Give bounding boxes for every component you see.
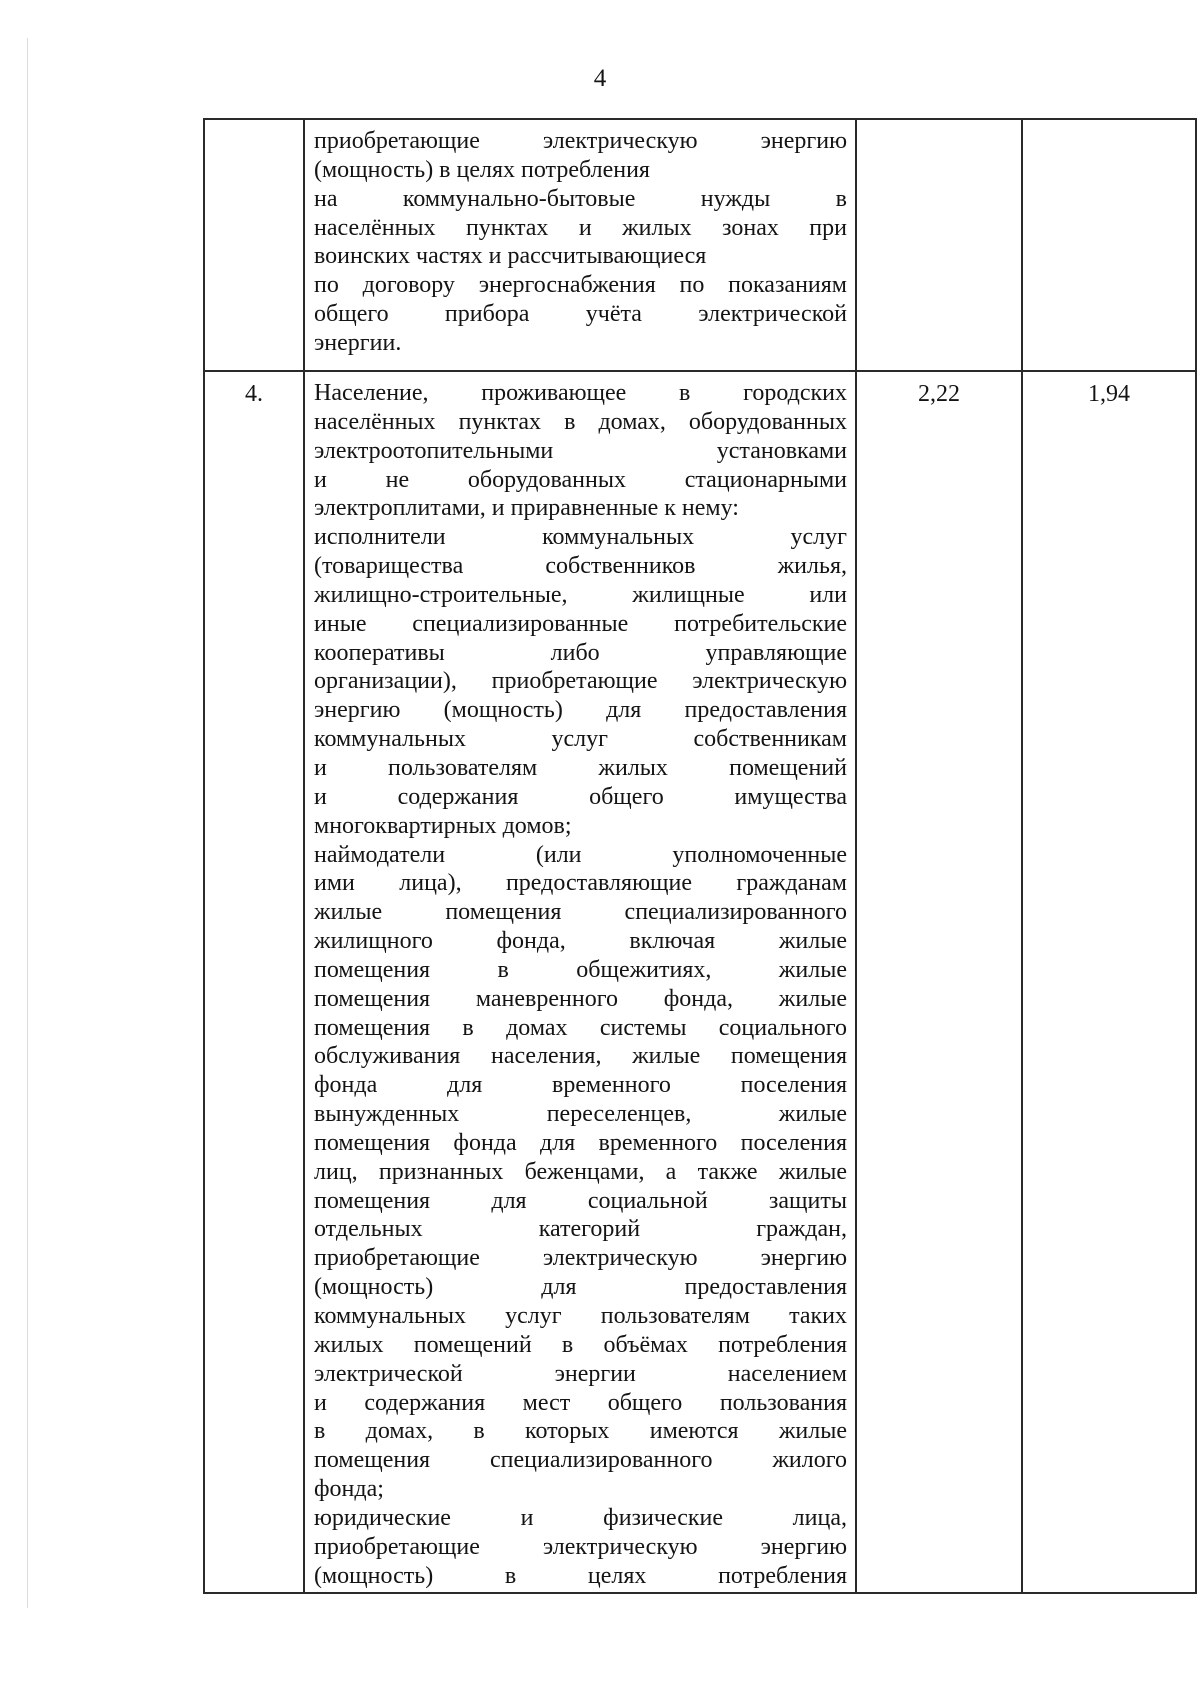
description-line: вынужденных переселенцев, жилые: [314, 1101, 847, 1128]
description-line: энергии.: [314, 329, 402, 356]
description-line: многоквартирных домов;: [314, 812, 572, 839]
row-description-text: [314, 127, 847, 358]
description-line: населённых пунктах в домах, оборудованных: [314, 408, 847, 435]
description-line: Население, проживающее в городских: [314, 380, 847, 406]
description-line: электроплитами, и приравненные к нему:: [314, 495, 739, 522]
tariff-value-1-cell: 2,22: [856, 371, 1022, 1593]
description-line: и пользователям жилых помещений: [314, 754, 847, 781]
description-line: электроотопительными установками: [314, 437, 847, 464]
description-line: фонда;: [314, 1476, 384, 1503]
description-line: воинских частях и рассчитывающиеся: [314, 243, 707, 270]
row-description-cell: [304, 119, 856, 371]
description-line: лиц, признанных беженцами, а также жилые: [314, 1158, 847, 1185]
description-line: обслуживания населения, жилые помещения: [314, 1043, 847, 1070]
description-line: общего прибора учёта электрической: [314, 301, 847, 328]
tariff-value-2-cell: 1,94: [1022, 371, 1196, 1593]
description-line: помещения специализированного жилого: [314, 1447, 847, 1474]
description-line: помещения маневренного фонда, жилые: [314, 985, 847, 1012]
description-line: жилые помещения специализированного: [314, 899, 847, 926]
description-line: коммунальных услуг собственникам: [314, 726, 847, 753]
description-line: жилищного фонда, включая жилые: [314, 928, 847, 955]
table-row: [204, 371, 1196, 1593]
description-line: жилых помещений в объёмах потребления: [314, 1331, 847, 1358]
description-line: коммунальных услуг пользователям таких: [314, 1303, 847, 1329]
description-line: приобретающие электрическую энергию: [314, 128, 847, 154]
tariff-value-1-cell: [856, 119, 1022, 371]
row-description-cell: [304, 371, 856, 1593]
description-line: кооперативы либо управляющие: [314, 639, 847, 666]
description-line: электрической энергии населением: [314, 1360, 847, 1387]
row-number-cell: [204, 119, 304, 371]
description-line: и содержания общего имущества: [314, 783, 847, 810]
description-line: помещения в домах системы социального: [314, 1014, 847, 1041]
page-margin-line: [27, 38, 28, 1608]
row-description-text: [314, 379, 847, 1590]
description-line: по договору энергоснабжения по показаниям: [314, 272, 847, 299]
page-number: 4: [593, 65, 607, 92]
description-line: помещения в общежитиях, жилые: [314, 956, 847, 983]
description-line: на коммунально-бытовые нужды в: [314, 185, 847, 212]
description-line: помещения фонда для временного поселения: [314, 1129, 847, 1156]
tariff-value-2-cell: [1022, 119, 1196, 371]
description-line: в домах, в которых имеются жилые: [314, 1418, 847, 1445]
table-row: [204, 119, 1196, 371]
row-number-cell: 4.: [204, 371, 304, 1593]
description-line: (мощность) для предоставления: [314, 1274, 847, 1301]
description-line: наймодатели (или уполномоченные: [314, 841, 847, 868]
description-line: помещения для социальной защиты: [314, 1187, 847, 1214]
description-line: отдельных категорий граждан,: [314, 1216, 847, 1243]
description-line: (мощность) в целях потребления: [314, 156, 650, 183]
description-line: и содержания мест общего пользования: [314, 1389, 847, 1416]
description-line: и не оборудованных стационарными: [314, 466, 847, 493]
description-line: приобретающие электрическую энергию: [314, 1245, 847, 1272]
description-line: (мощность) в целях потребления: [314, 1562, 847, 1589]
description-line: жилищно-строительные, жилищные или: [314, 581, 847, 608]
description-line: приобретающие электрическую энергию: [314, 1533, 847, 1560]
description-line: иные специализированные потребительские: [314, 610, 847, 637]
description-line: энергию (мощность) для предоставления: [314, 697, 847, 724]
description-line: населённых пунктах и жилых зонах при: [314, 214, 847, 241]
description-line: фонда для временного поселения: [314, 1072, 847, 1099]
tariff-table: [203, 118, 1197, 1594]
description-line: ими лица), предоставляющие гражданам: [314, 870, 847, 897]
description-line: исполнители коммунальных услуг: [314, 524, 847, 551]
description-line: юридические и физические лица,: [314, 1504, 847, 1531]
description-line: (товарищества собственников жилья,: [314, 553, 847, 580]
description-line: организации), приобретающие электрическую: [314, 668, 847, 695]
